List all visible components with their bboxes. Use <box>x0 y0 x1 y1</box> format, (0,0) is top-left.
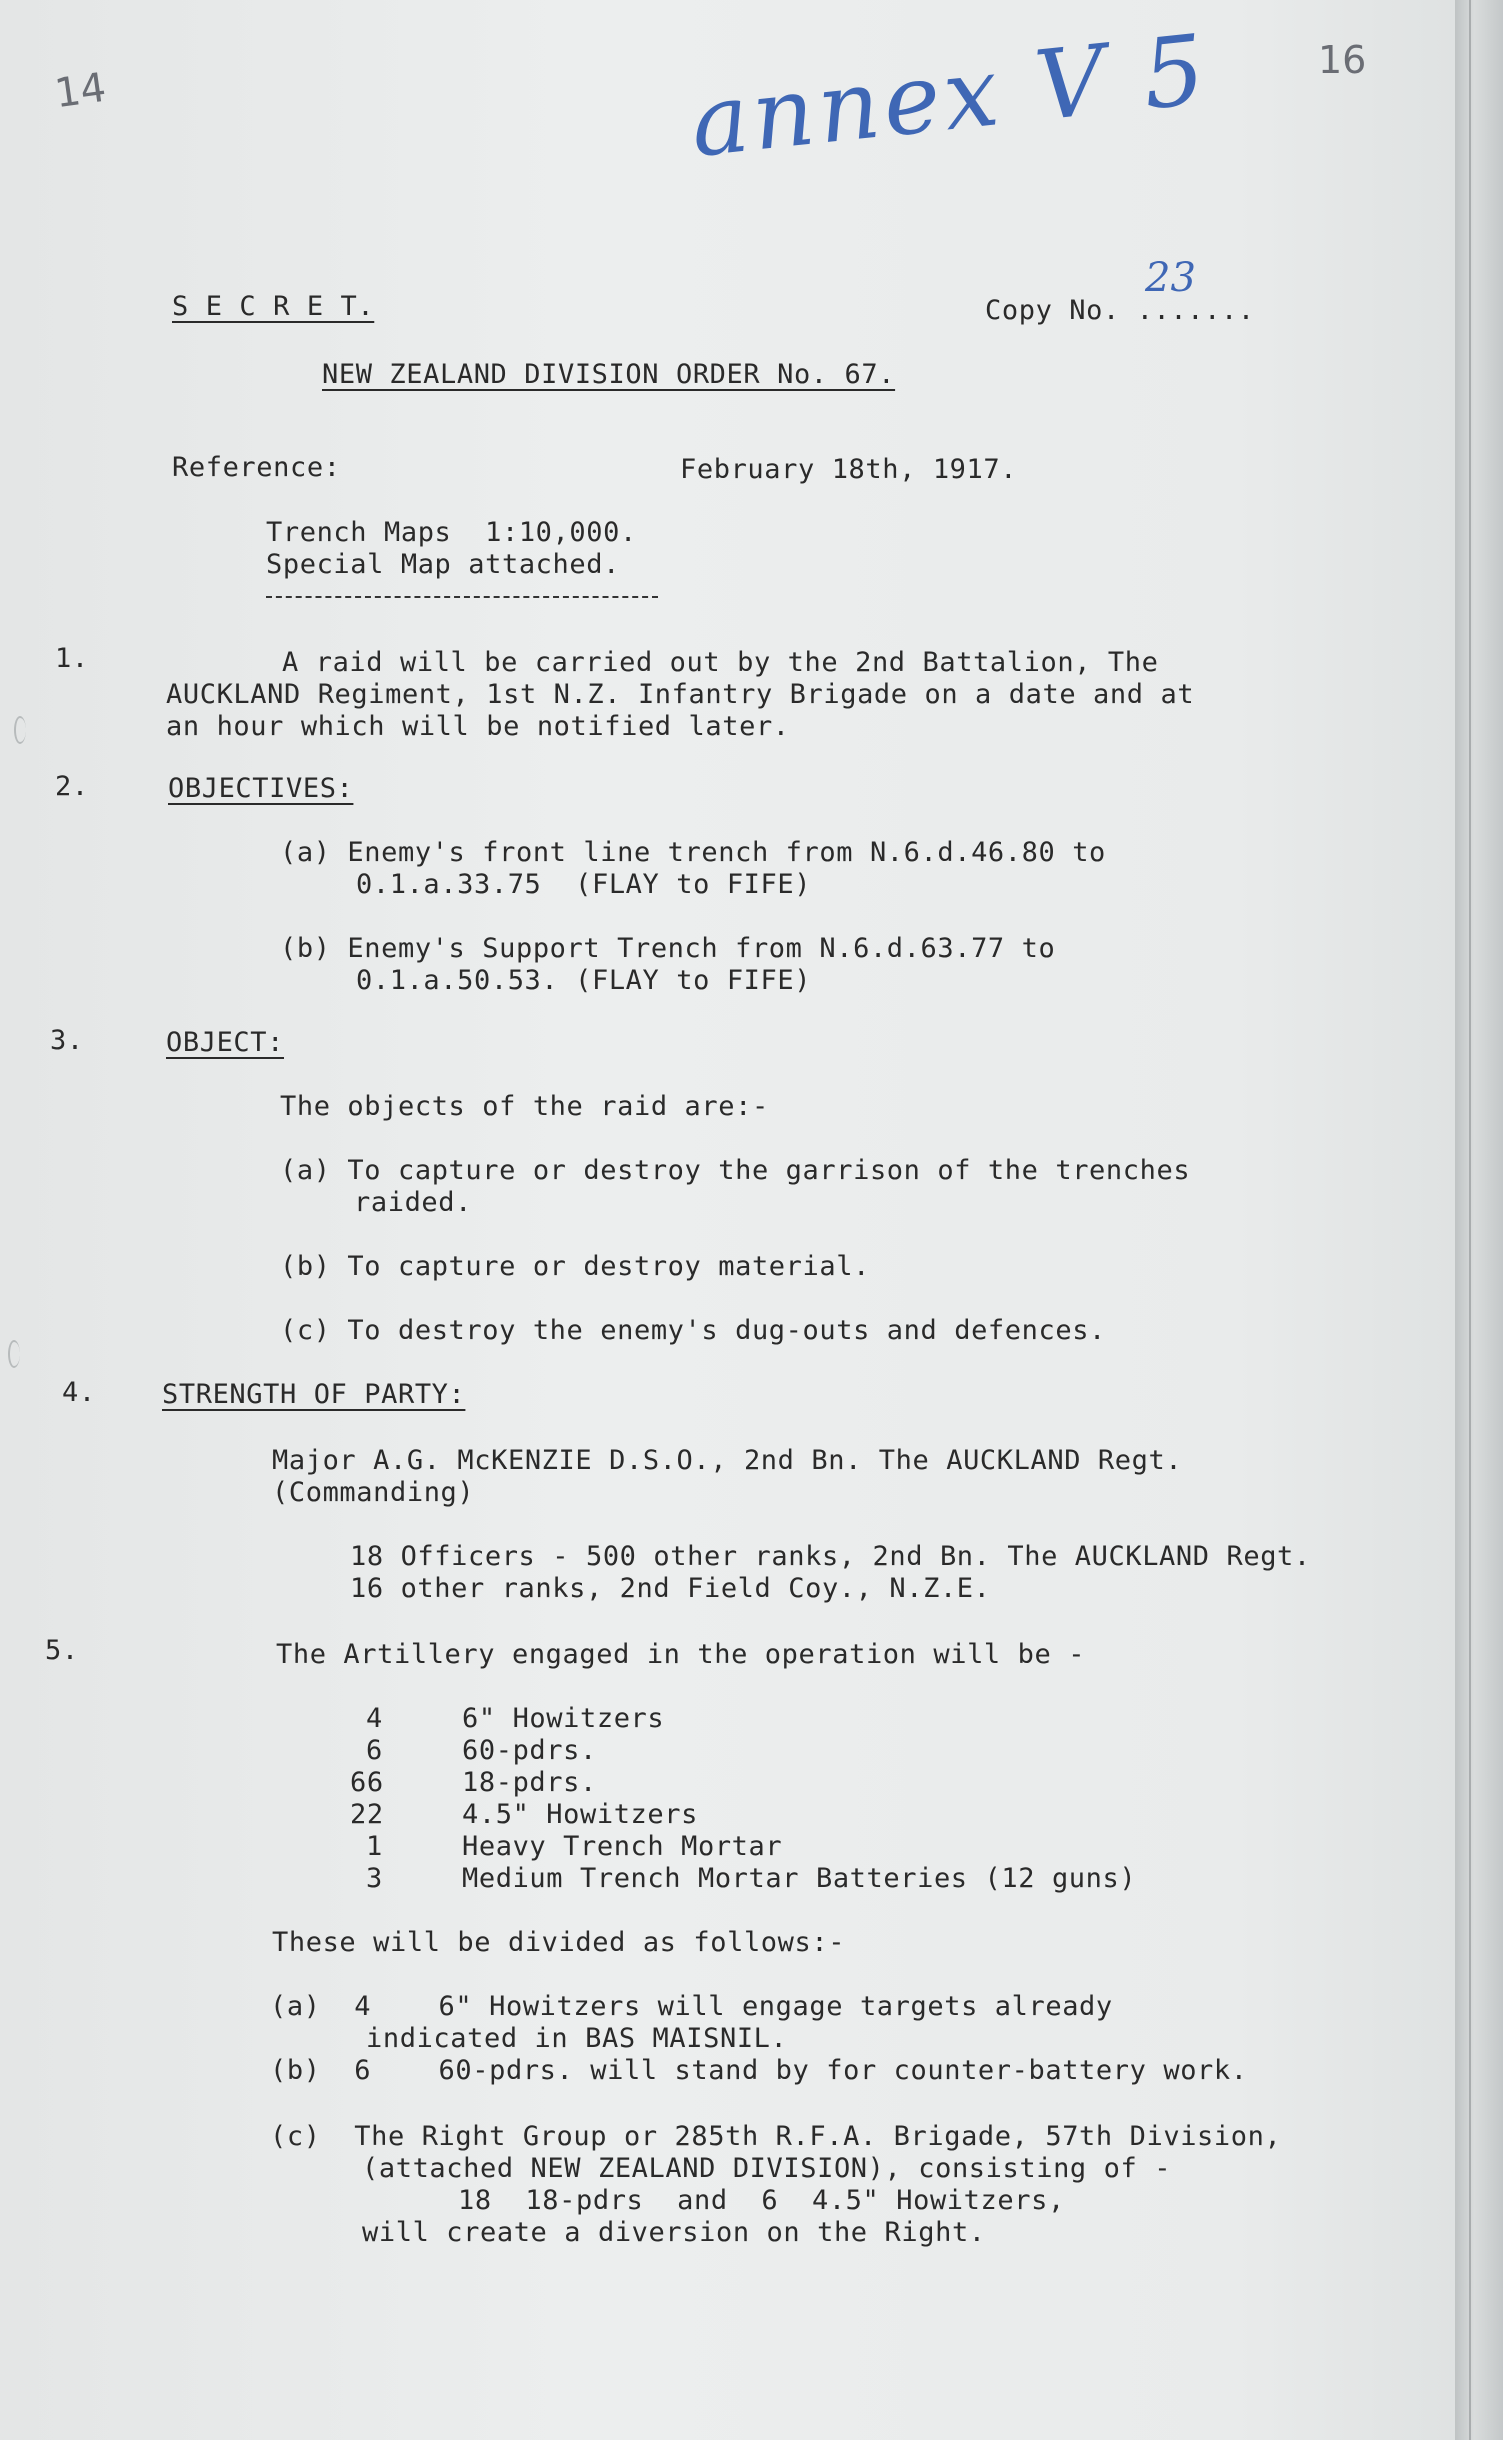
order-date: February 18th, 1917. <box>680 454 1018 485</box>
section-2-heading: OBJECTIVES: <box>168 773 354 804</box>
artillery-qty: 3 <box>366 1863 383 1894</box>
artillery-qty: 66 <box>350 1767 384 1798</box>
artillery-item: 6" Howitzers <box>462 1703 665 1734</box>
section-4-number: 4. <box>62 1377 96 1408</box>
copy-number-handwritten: 23 <box>1145 255 1196 301</box>
section-1-line-1: A raid will be carried out by the 2nd Battalion, The <box>282 647 1159 678</box>
artillery-qty: 1 <box>366 1831 383 1862</box>
strength-line-1: 18 Officers - 500 other ranks, 2nd Bn. The AUCKLAND Regt. <box>350 1541 1311 1572</box>
division-c-line-4: will create a diversion on the Right. <box>362 2217 986 2248</box>
maps-line-2: Special Map attached. <box>266 549 620 580</box>
strength-line-2: 16 other ranks, 2nd Field Coy., N.Z.E. <box>350 1573 991 1604</box>
objective-a-line-1: (a) Enemy's front line trench from N.6.d.46.80 to <box>280 837 1106 868</box>
page-number-right: 16 <box>1318 38 1367 82</box>
order-title: NEW ZEALAND DIVISION ORDER No. 67. <box>322 359 896 390</box>
section-3-number: 3. <box>50 1025 84 1056</box>
division-a-line-2: indicated in BAS MAISNIL. <box>366 2023 788 2054</box>
commander-line-2: (Commanding) <box>272 1477 475 1508</box>
objective-b-line-1: (b) Enemy's Support Trench from N.6.d.63.77 to <box>280 933 1056 964</box>
artillery-qty: 6 <box>366 1735 383 1766</box>
page-number-left: 14 <box>52 64 109 118</box>
artillery-item: 4.5" Howitzers <box>462 1799 698 1830</box>
maps-line-1: Trench Maps 1:10,000. <box>266 517 637 548</box>
copy-number-label: Copy No. ....... <box>985 295 1255 326</box>
artillery-qty: 4 <box>366 1703 383 1734</box>
division-c-line-3: 18 18-pdrs and 6 4.5" Howitzers, <box>458 2185 1065 2216</box>
artillery-intro: The Artillery engaged in the operation will be - <box>276 1639 1086 1670</box>
object-c: (c) To destroy the enemy's dug-outs and defences. <box>280 1315 1106 1346</box>
artillery-item: Medium Trench Mortar Batteries (12 guns) <box>462 1863 1137 1894</box>
artillery-qty: 22 <box>350 1799 384 1830</box>
punch-hole-mark <box>8 1340 20 1368</box>
section-3-heading: OBJECT: <box>166 1027 284 1058</box>
section-1-line-3: an hour which will be notified later. <box>166 711 790 742</box>
classification-marking: S E C R E T. <box>172 291 375 322</box>
division-b: (b) 6 60-pdrs. will stand by for counter-battery work. <box>270 2055 1248 2086</box>
section-1-line-2: AUCKLAND Regiment, 1st N.Z. Infantry Brigade on a date and at <box>166 679 1195 710</box>
page-edge-binding <box>1455 0 1503 2440</box>
object-a-line-1: (a) To capture or destroy the garrison of the trenches <box>280 1155 1191 1186</box>
commander-line-1: Major A.G. McKENZIE D.S.O., 2nd Bn. The AUCKLAND Regt. <box>272 1445 1183 1476</box>
object-intro: The objects of the raid are:- <box>280 1091 769 1122</box>
reference-label: Reference: <box>172 452 341 483</box>
object-a-line-2: raided. <box>354 1187 472 1218</box>
division-a-line-1: (a) 4 6" Howitzers will engage targets already <box>270 1991 1113 2022</box>
punch-hole-mark <box>14 716 26 744</box>
section-4-heading: STRENGTH OF PARTY: <box>162 1379 466 1410</box>
artillery-item: Heavy Trench Mortar <box>462 1831 783 1862</box>
objective-a-line-2: 0.1.a.33.75 (FLAY to FIFE) <box>356 869 812 900</box>
objective-b-line-2: 0.1.a.50.53. (FLAY to FIFE) <box>356 965 812 996</box>
division-intro: These will be divided as follows:- <box>272 1927 846 1958</box>
section-5-number: 5. <box>45 1635 79 1666</box>
section-2-number: 2. <box>55 771 89 802</box>
handwritten-annotation: annex V 5 <box>685 13 1214 179</box>
division-c-line-1: (c) The Right Group or 285th R.F.A. Brigade, 57th Division, <box>270 2121 1282 2152</box>
division-c-line-2: (attached NEW ZEALAND DIVISION), consisting of - <box>362 2153 1172 2184</box>
object-b: (b) To capture or destroy material. <box>280 1251 870 1282</box>
divider <box>266 596 658 598</box>
section-1-number: 1. <box>55 643 89 674</box>
artillery-item: 18-pdrs. <box>462 1767 597 1798</box>
artillery-item: 60-pdrs. <box>462 1735 597 1766</box>
